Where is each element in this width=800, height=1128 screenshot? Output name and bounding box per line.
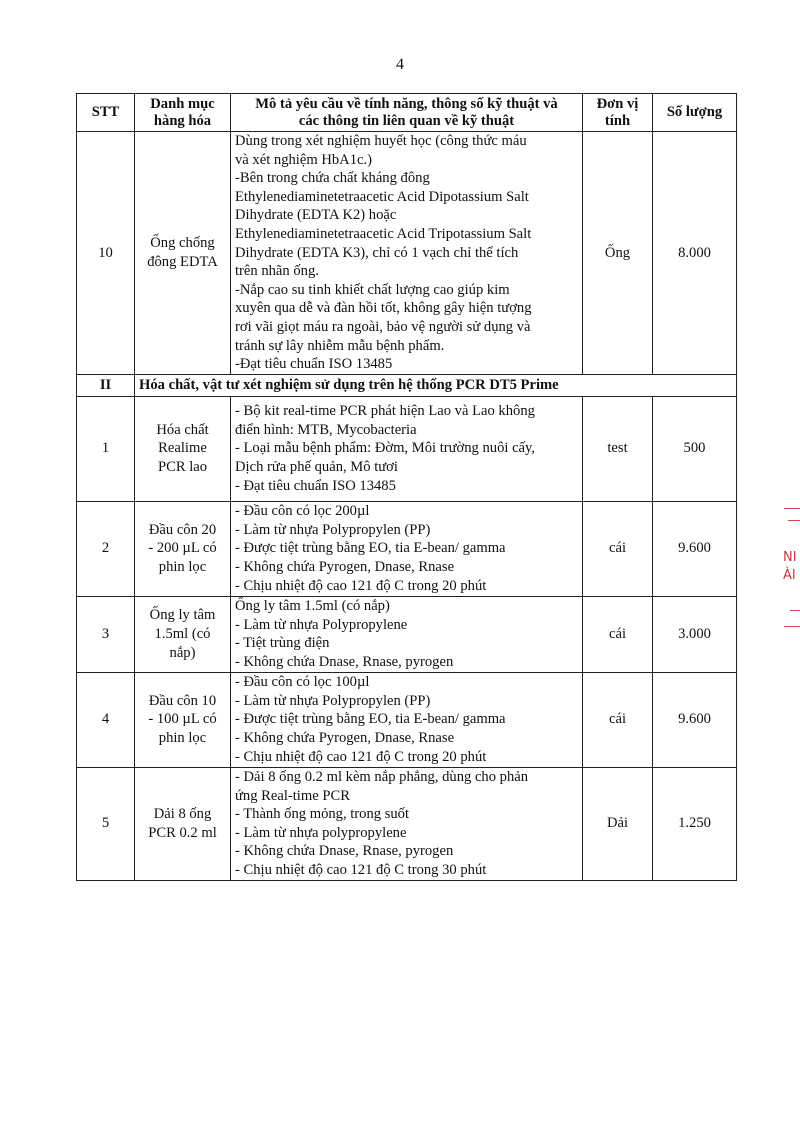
page-number: 4 bbox=[396, 56, 404, 73]
section-number: II bbox=[77, 374, 135, 396]
row-quantity: 9.600 bbox=[653, 501, 737, 596]
margin-stamp-text: ÀI bbox=[783, 568, 796, 583]
row-stt: 3 bbox=[77, 596, 135, 672]
row-stt: 4 bbox=[77, 672, 135, 767]
row-item-name: Ống ly tâm 1.5ml (có nắp) bbox=[135, 596, 231, 672]
stamp-mark bbox=[788, 520, 800, 521]
row-unit: cái bbox=[583, 501, 653, 596]
row-stt: 5 bbox=[77, 767, 135, 880]
row-item-name: Dải 8 ống PCR 0.2 ml bbox=[135, 767, 231, 880]
row-unit: Ống bbox=[583, 132, 653, 375]
row-item-name: Đầu côn 20 - 200 µL có phin lọc bbox=[135, 501, 231, 596]
row-quantity: 3.000 bbox=[653, 596, 737, 672]
stamp-mark bbox=[790, 610, 800, 611]
table-row bbox=[77, 672, 737, 767]
row-unit: Dải bbox=[583, 767, 653, 880]
row-stt: 1 bbox=[77, 396, 135, 501]
header-stt: STT bbox=[77, 94, 135, 132]
table-row bbox=[77, 132, 737, 375]
row-item-name: Ống chống đông EDTA bbox=[135, 132, 231, 375]
header-description: Mô tả yêu cầu về tính năng, thông số kỹ thuật và các thông tin liên quan về kỹ thuật bbox=[231, 94, 583, 132]
stamp-mark bbox=[784, 508, 800, 509]
row-quantity: 1.250 bbox=[653, 767, 737, 880]
row-description: - Đầu côn có lọc 100µl - Làm từ nhựa Polypropylen (PP) - Được tiệt trùng bằng EO, tia E-bean/ gamma - Không chứa Pyrogen, Dnase, Rnase - Chịu nhiệt độ cao 121 độ C trong 20 phút bbox=[231, 672, 583, 767]
table-header-row bbox=[77, 94, 737, 132]
margin-stamp-text: NI bbox=[783, 550, 797, 565]
row-unit: cái bbox=[583, 672, 653, 767]
stamp-mark bbox=[784, 626, 800, 627]
row-quantity: 8.000 bbox=[653, 132, 737, 375]
table-row bbox=[77, 596, 737, 672]
specification-table bbox=[76, 93, 737, 881]
row-description: - Đầu côn có lọc 200µl - Làm từ nhựa Polypropylen (PP) - Được tiệt trùng bằng EO, tia E-bean/ gamma - Không chứa Pyrogen, Dnase, Rnase - Chịu nhiệt độ cao 121 độ C trong 20 phút bbox=[231, 501, 583, 596]
section-header-row bbox=[77, 374, 737, 396]
row-stt: 10 bbox=[77, 132, 135, 375]
row-unit: cái bbox=[583, 596, 653, 672]
header-quantity: Số lượng bbox=[653, 94, 737, 132]
row-unit: test bbox=[583, 396, 653, 501]
header-item-name: Danh mục hàng hóa bbox=[135, 94, 231, 132]
row-item-name: Hóa chất Realime PCR lao bbox=[135, 396, 231, 501]
table-row bbox=[77, 396, 737, 501]
row-description: - Dải 8 ống 0.2 ml kèm nắp phẳng, dùng cho phản ứng Real-time PCR - Thành ống mỏng, trong suốt - Làm từ nhựa polypropylene - Không chứa Dnase, Rnase, pyrogen - Chịu nhiệt độ cao 121 độ C trong 30 phút bbox=[231, 767, 583, 880]
row-quantity: 9.600 bbox=[653, 672, 737, 767]
row-quantity: 500 bbox=[653, 396, 737, 501]
row-description: Ống ly tâm 1.5ml (có nắp) - Làm từ nhựa Polypropylene - Tiệt trùng điện - Không chứa Dnase, Rnase, pyrogen bbox=[231, 596, 583, 672]
row-description: - Bộ kit real-time PCR phát hiện Lao và Lao không điển hình: MTB, Mycobacteria - Loại mẫu bệnh phẩm: Đờm, Môi trường nuôi cấy, Dịch rửa phế quản, Mô tươi - Đạt tiêu chuẩn ISO 13485 bbox=[231, 396, 583, 501]
table-row bbox=[77, 501, 737, 596]
section-title: Hóa chất, vật tư xét nghiệm sử dụng trên hệ thống PCR DT5 Prime bbox=[135, 374, 737, 396]
header-unit: Đơn vị tính bbox=[583, 94, 653, 132]
row-stt: 2 bbox=[77, 501, 135, 596]
row-item-name: Đầu côn 10 - 100 µL có phin lọc bbox=[135, 672, 231, 767]
table-row bbox=[77, 767, 737, 880]
row-description: Dùng trong xét nghiệm huyết học (công thức máu và xét nghiệm HbA1c.) -Bên trong chứa chất kháng đông Ethylenediaminetetraacetic Acid Dipotassium Salt Dihydrate (EDTA K2) hoặc Ethylenediaminetetraacetic Acid Tripotassium Salt Dihydrate (EDTA K3), chỉ có 1 vạch chỉ thể tích trên nhãn ống. -Nắp cao su tinh khiết chất lượng cao giúp kim xuyên qua dễ và đàn hồi tốt, không gây hiện tượng rơi vãi giọt máu ra ngoài, bảo vệ người sử dụng và tránh sự lây nhiễm mẫu bệnh phẩm. -Đạt tiêu chuẩn ISO 13485 bbox=[231, 132, 583, 375]
